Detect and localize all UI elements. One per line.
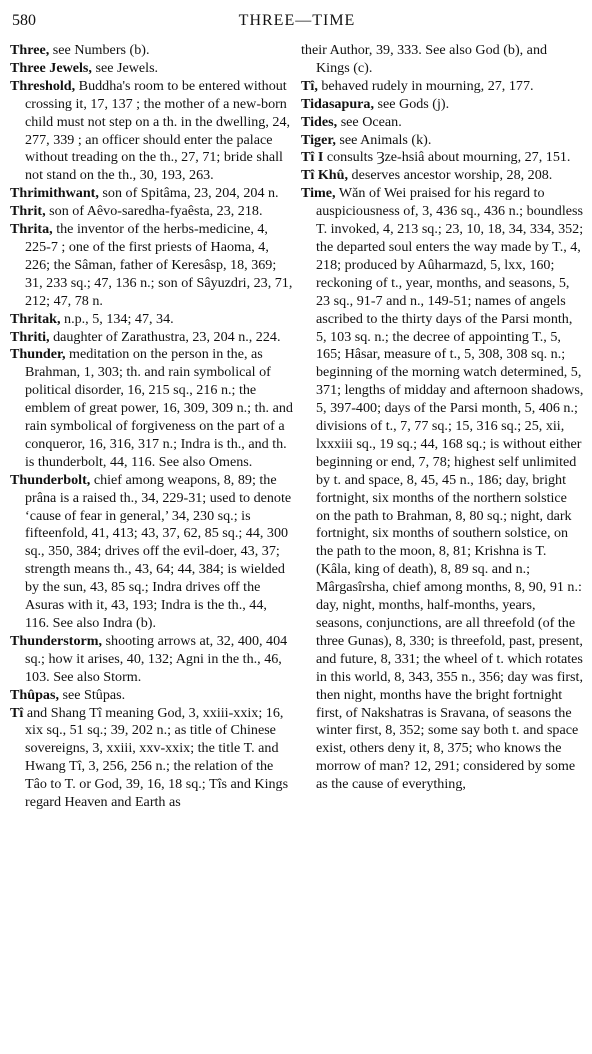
entry-text: their Author, 39, 333. See also God (b), and Kings (c). xyxy=(301,42,548,76)
entry-headword: Tî Khû, xyxy=(301,167,349,184)
index-entry xyxy=(301,167,584,185)
entry-text: n.p., 5, 134; 47, 34. xyxy=(60,310,174,327)
index-entry xyxy=(301,78,584,96)
entry-headword: Thûpas, xyxy=(10,686,59,703)
entry-headword: Three, xyxy=(10,42,50,58)
entry-headword: Thrita, xyxy=(10,221,53,238)
index-entry xyxy=(10,472,293,633)
index-entry xyxy=(301,132,584,150)
index-entry xyxy=(301,42,584,78)
entry-headword: Thunder, xyxy=(10,346,66,363)
entry-headword: Thunderbolt, xyxy=(10,471,91,488)
entry-headword: Tides, xyxy=(301,113,338,130)
entry-text: see Gods (j). xyxy=(373,95,450,112)
entry-text: chief among weapons, 8, 89; the prâna is a raised th., 34, 229-31; used to denote ‘cause of fear in general,’ 34, 230 sq.; is fifteenfold, 41, 413; 43, 37, 62, 85 sq.; 44, 300 sq., 350, 384; drives off the evil-doer, 43, 37; strength means th., 43, 64; 44, 384; is wielded by the sun, 43, 85 sq.; Indra drives off the Asuras with it, 43, 193; Indra is the th., 44, 116. See also Indra (b). xyxy=(25,471,292,631)
entry-headword: Tiger, xyxy=(301,131,336,148)
entry-headword: Thrimithwant, xyxy=(10,185,99,202)
entry-text: Buddha's room to be entered without crossing it, 17, 137 ; the mother of a new-born child must not step on a th. in the dwelling, 24, 277, 339 ; an officer should enter the palace without treading on the th., 27, 71; bride shall not stand on the th., 30, 193, 263. xyxy=(25,77,291,184)
entry-text: shooting arrows at, 32, 400, 404 sq.; how it arises, 40, 132; Agni in the th., 46, 103. See also Storm. xyxy=(25,632,288,685)
index-entry xyxy=(10,42,293,60)
entry-text: behaved rudely in mourning, 27, 177. xyxy=(317,77,534,94)
entry-text: deserves ancestor worship, 28, 208. xyxy=(348,167,553,184)
index-columns xyxy=(10,42,584,812)
index-entry xyxy=(10,185,293,203)
index-entry xyxy=(10,203,293,221)
entry-headword: Threshold, xyxy=(10,77,76,94)
entry-headword: Thriti, xyxy=(10,328,50,345)
entry-text: son of Aêvo-saredha-fyaêsta, 23, 218. xyxy=(45,203,263,220)
index-entry xyxy=(10,78,293,185)
entry-text: see Animals (k). xyxy=(335,131,432,148)
entry-headword: Thunderstorm, xyxy=(10,632,103,649)
left-column xyxy=(10,42,293,812)
entry-headword: Time, xyxy=(301,185,336,202)
entry-headword: Tidasapura, xyxy=(301,95,374,112)
index-entry xyxy=(10,329,293,347)
entry-text: see Jewels. xyxy=(91,59,159,76)
index-entry xyxy=(10,633,293,687)
entry-text: the inventor of the herbs-medicine, 4, 225-7 ; one of the first priests of Haoma, 4, 226; the Sâman, father of Keresâsp, 18, 369; 31, 233 sq.; 47, 136 n.; son of Sâyuzdri, 23, 71, 212; 47, 78 n. xyxy=(25,221,293,309)
page-header xyxy=(10,8,584,42)
entry-headword: Thrit, xyxy=(10,203,46,220)
entry-text: see Stûpas. xyxy=(58,686,126,703)
entry-text: meditation on the person in the, as Brahman, 1, 303; th. and rain symbolical of political disorder, 16, 215 sq., 216 n.; the emblem of great power, 16, 309, 309 n.; th. and rain symbolical of forgiveness on the part of a conqueror, 16, 316, 317 n.; Indra is th., and th. is thunderbolt, 44, 116. See also Omens. xyxy=(25,346,293,470)
index-entry xyxy=(10,687,293,705)
entry-text: consults Ȝze-hsiâ about mourning, 27, 151. xyxy=(323,149,571,166)
running-title: THREE—TIME xyxy=(238,12,356,29)
page-number: 580 xyxy=(12,12,36,29)
index-entry xyxy=(10,705,293,812)
index-entry xyxy=(301,149,584,167)
index-entry xyxy=(301,96,584,114)
entry-text: Wăn of Wei praised for his regard to auspiciousness of, 3, 436 sq., 436 n.; boundless T. invoked, 4, 213 sq.; 23, 10, 18, 34, 334, 352; the departed soul enters the way made by T., 4, 218; produced by Aûharmazd, 5, lxx, 160; reckoning of t., year, months, and seasons, 5, 23 sq., 91-7 and n., 149-51; names of angels ascribed to the thirty days of the Parsi month, 5, 103 sq. n.; the decree of appointing T., 5, 165; Hâsar, measure of t., 5, 308, 308 sq. n.; beginning of the morning watch determined, 5, 371; lengths of midday and afternoon shadows, 5, 397-400; days of the Parsi month, 5, 406 n.; divisions of t., 7, 77 sq.; 15, 316 sq.; 25, xii, lxxxiii sq., 19 sq.; 44, 168 sq.; is without either beginning or end, 7, 78; highest self unlimited by t. and space, 8, 45, 45 n., 186; day, bright fortnight, six months of the northern solstice on the path to Brahman, 8, 80 sq.; night, dark fortnight, six months of southern solstice, on the path to the moon, 8, 81; Krishna is T. (Kâla, king of death), 8, 89 sq. and n.; Mârgasîrsha, chief among months, 8, 90, 91 n.: day, night, months, half-months, years, seasons, conjunctions, are all threefold (of the three Gunas), 8, 330; is threefold, past, present, and future, 8, 331; the wheel of t. which rotates in this world, 8, 343, 355 n., 356; day was first, then night, months have the bright fortnight first, of Nakshatras is Sravana, of seasons the winter first, 8, 352; some say both t. and space exist, others deny it, 8, 375; who knows the morrow of man? 12, 291; considered by some as the cause of everything, xyxy=(316,185,584,793)
entry-headword: Three Jewels, xyxy=(10,59,92,76)
index-entry xyxy=(301,114,584,132)
index-entry xyxy=(301,185,584,794)
entry-headword: Thritak, xyxy=(10,310,61,327)
index-entry xyxy=(10,346,293,471)
entry-headword: Tî, xyxy=(301,77,318,94)
entry-text: see Ocean. xyxy=(337,113,402,130)
index-entry xyxy=(10,60,293,78)
right-column xyxy=(301,42,584,812)
entry-text: see Numbers (b). xyxy=(49,42,150,58)
index-entry xyxy=(10,221,293,311)
index-entry xyxy=(10,311,293,329)
entry-text: son of Spitâma, 23, 204, 204 n. xyxy=(98,185,279,202)
entry-text: daughter of Zarathustra, 23, 204 n., 224. xyxy=(49,328,281,345)
entry-headword: Tî xyxy=(10,704,24,721)
entry-headword: Tî I xyxy=(301,149,324,166)
entry-text: and Shang Tî meaning God, 3, xxiii-xxix; 16, xix sq., 51 sq.; 39, 202 n.; as title of Chinese sovereigns, 3, xxiii, xxv-xxix; the title T. and Hwang Tî, 3, 256, 256 n.; the relation of the Tâo to T. or God, 39, 16, 18 sq.; Tîs and Kings regard Heaven and Earth as xyxy=(23,704,289,811)
